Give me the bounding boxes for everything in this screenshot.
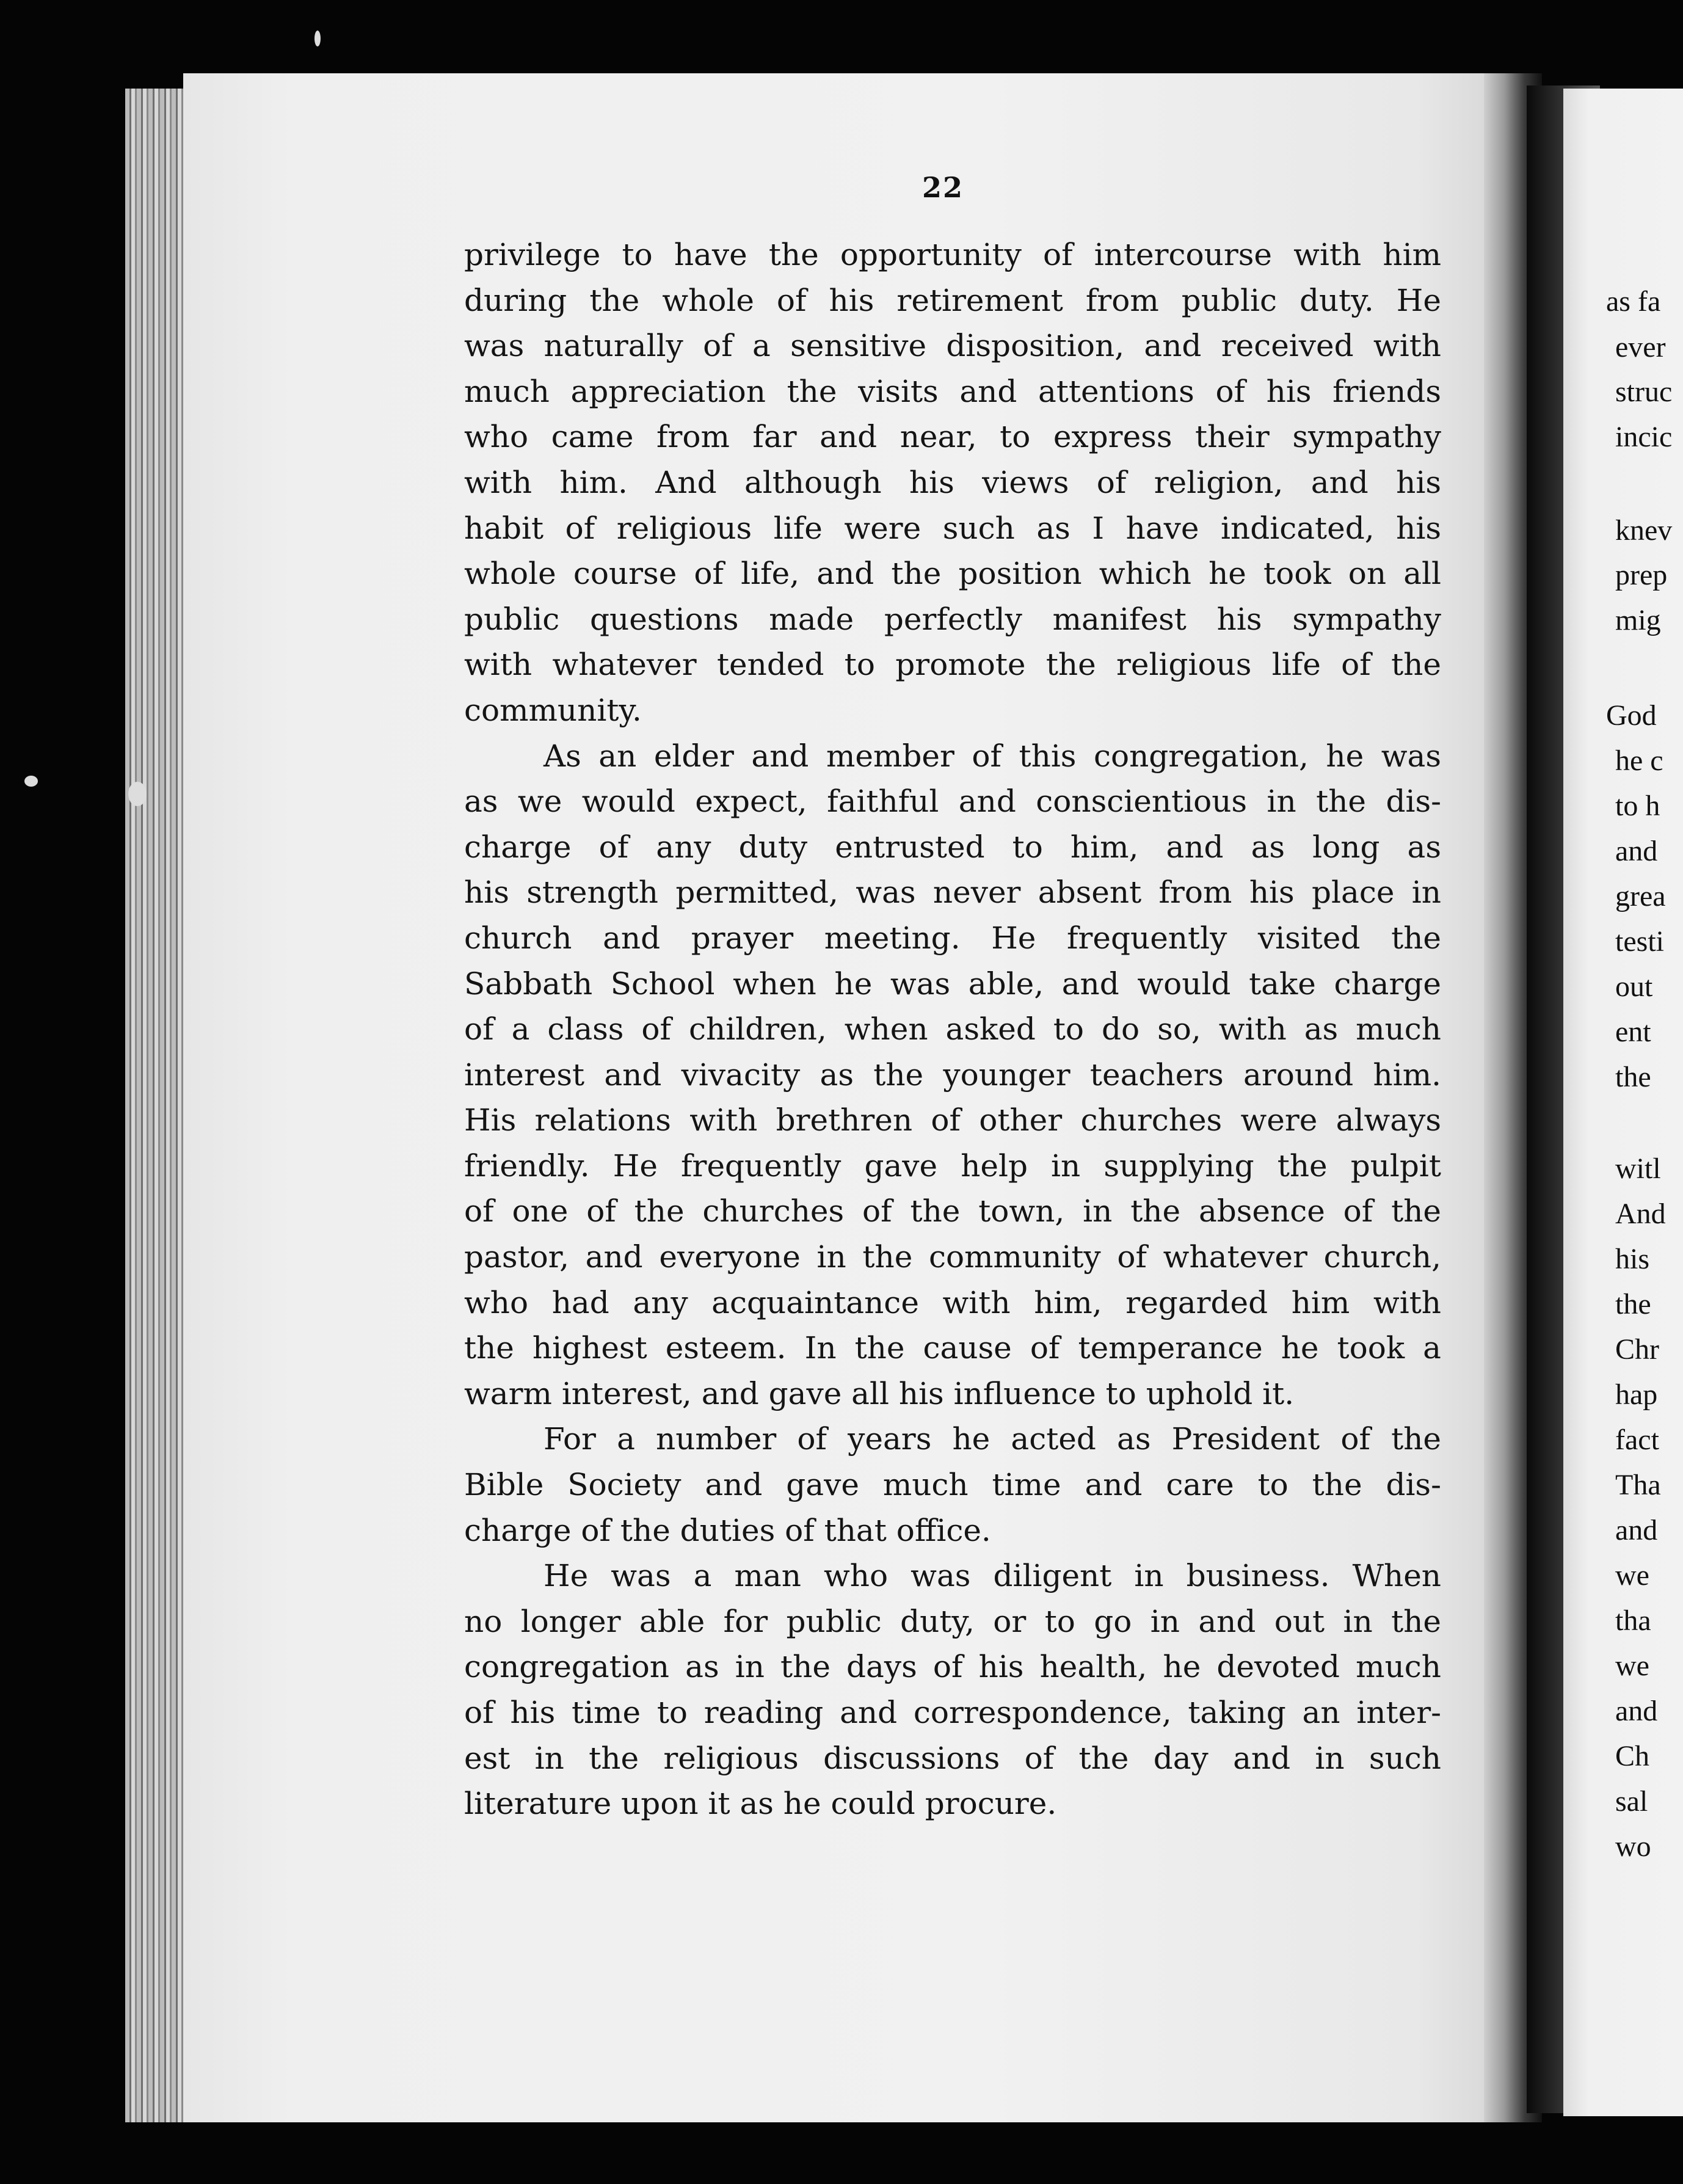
text-line: public questions made perfectly manifest his sympathy <box>464 601 1441 637</box>
text-line: whole course of life, and the position which he took on all <box>464 556 1441 592</box>
facing-page-fragment: ever <box>1615 331 1666 363</box>
facing-page-fragment: knev <box>1615 514 1673 547</box>
facing-page-fragment: we <box>1615 1650 1649 1682</box>
text-line: Bible Society and gave much time and care to the dis- <box>464 1467 1441 1503</box>
facing-page-fragment: Ch <box>1615 1740 1650 1772</box>
text-line: Sabbath School when he was able, and would take charge <box>464 966 1441 1002</box>
facing-page-fragment: he c <box>1615 744 1663 777</box>
text-line: As an elder and member of this congregation, he was <box>543 738 1441 774</box>
facing-page-fragment: wo <box>1615 1830 1651 1863</box>
text-line: His relations with brethren of other churches were always <box>464 1102 1441 1138</box>
facing-page-fragment: And <box>1615 1198 1666 1230</box>
dust-speck <box>314 31 321 46</box>
text-line: church and prayer meeting. He frequently visited the <box>464 920 1441 956</box>
facing-page-fragment: Chr <box>1615 1333 1659 1366</box>
text-line: no longer able for public duty, or to go in and out in the <box>464 1603 1441 1639</box>
facing-page <box>1563 89 1683 2116</box>
text-line: of a class of children, when asked to do so, with as much <box>464 1011 1441 1047</box>
facing-page-fragment: witl <box>1615 1152 1661 1185</box>
text-line: He was a man who was diligent in business. When <box>543 1558 1441 1594</box>
facing-page-fragment: and <box>1615 1695 1658 1727</box>
text-line: warm interest, and gave all his influence to uphold it. <box>464 1375 1295 1411</box>
facing-page-fragment: fact <box>1615 1424 1659 1456</box>
text-line: of his time to reading and correspondence, taking an inter- <box>464 1695 1441 1730</box>
dust-speck <box>24 776 38 787</box>
facing-page-fragment: out <box>1615 970 1653 1003</box>
text-line: community. <box>464 692 642 728</box>
text-line: congregation as in the days of his health, he devoted much <box>464 1649 1441 1685</box>
text-line: with whatever tended to promote the religious life of the <box>464 647 1441 683</box>
dust-speck <box>128 782 147 806</box>
facing-page-fragment: Tha <box>1615 1469 1661 1501</box>
page-number: 22 <box>922 171 964 204</box>
facing-page-fragment: prep <box>1615 559 1668 591</box>
facing-page-fragment: and <box>1615 1514 1658 1546</box>
page-edges <box>125 89 186 2122</box>
text-line: his strength permitted, was never absent from his place in <box>464 875 1441 911</box>
facing-page-fragment: struc <box>1615 376 1673 408</box>
text-line: with him. And although his views of religion, and his <box>464 464 1441 500</box>
facing-page-fragment: sal <box>1615 1785 1648 1818</box>
facing-page-fragment: tha <box>1615 1604 1651 1637</box>
facing-page-fragment: as fa <box>1606 285 1661 318</box>
text-line: who had any acquaintance with him, regarded him with <box>464 1284 1441 1320</box>
facing-page-fragment: hap <box>1615 1378 1658 1411</box>
facing-page-fragment: and <box>1615 835 1658 867</box>
text-line: much appreciation the visits and attentions of his friends <box>464 373 1441 409</box>
text-line: interest and vivacity as the younger teachers around him. <box>464 1057 1441 1093</box>
text-line: who came from far and near, to express their sympathy <box>464 419 1441 455</box>
text-line: was naturally of a sensitive disposition, and received with <box>464 328 1441 364</box>
facing-page-fragment: testi <box>1615 925 1664 958</box>
text-line: For a number of years he acted as President of the <box>543 1421 1441 1457</box>
facing-page-fragment: to h <box>1615 790 1660 822</box>
facing-page-fragment: his <box>1615 1243 1650 1275</box>
text-line: habit of religious life were such as I have indicated, his <box>464 510 1441 546</box>
facing-page-fragment: grea <box>1615 880 1666 912</box>
text-line: as we would expect, faithful and conscientious in the dis- <box>464 784 1441 820</box>
text-line: literature upon it as he could procure. <box>464 1786 1057 1822</box>
facing-page-fragment: the <box>1615 1061 1651 1093</box>
text-line: est in the religious discussions of the day and in such <box>464 1740 1441 1776</box>
facing-page-fragment: ent <box>1615 1016 1651 1048</box>
text-line: charge of any duty entrusted to him, and as long as <box>464 829 1441 865</box>
text-line: friendly. He frequently gave help in supplying the pulpit <box>464 1148 1441 1184</box>
facing-page-fragment: mig <box>1615 604 1661 636</box>
text-line: during the whole of his retirement from public duty. He <box>464 282 1441 318</box>
facing-page-fragment: God <box>1606 699 1657 732</box>
facing-page-fragment: we <box>1615 1559 1649 1592</box>
body-text <box>464 232 1441 1827</box>
text-line: pastor, and everyone in the community of whatever church, <box>464 1239 1441 1275</box>
text-line: the highest esteem. In the cause of temperance he took a <box>464 1330 1441 1366</box>
facing-page-fragment: the <box>1615 1288 1651 1320</box>
text-line: of one of the churches of the town, in the absence of the <box>464 1193 1441 1229</box>
facing-page-fragment: incic <box>1615 421 1673 453</box>
text-line: charge of the duties of that office. <box>464 1512 991 1548</box>
text-line: privilege to have the opportunity of intercourse with him <box>464 237 1441 272</box>
